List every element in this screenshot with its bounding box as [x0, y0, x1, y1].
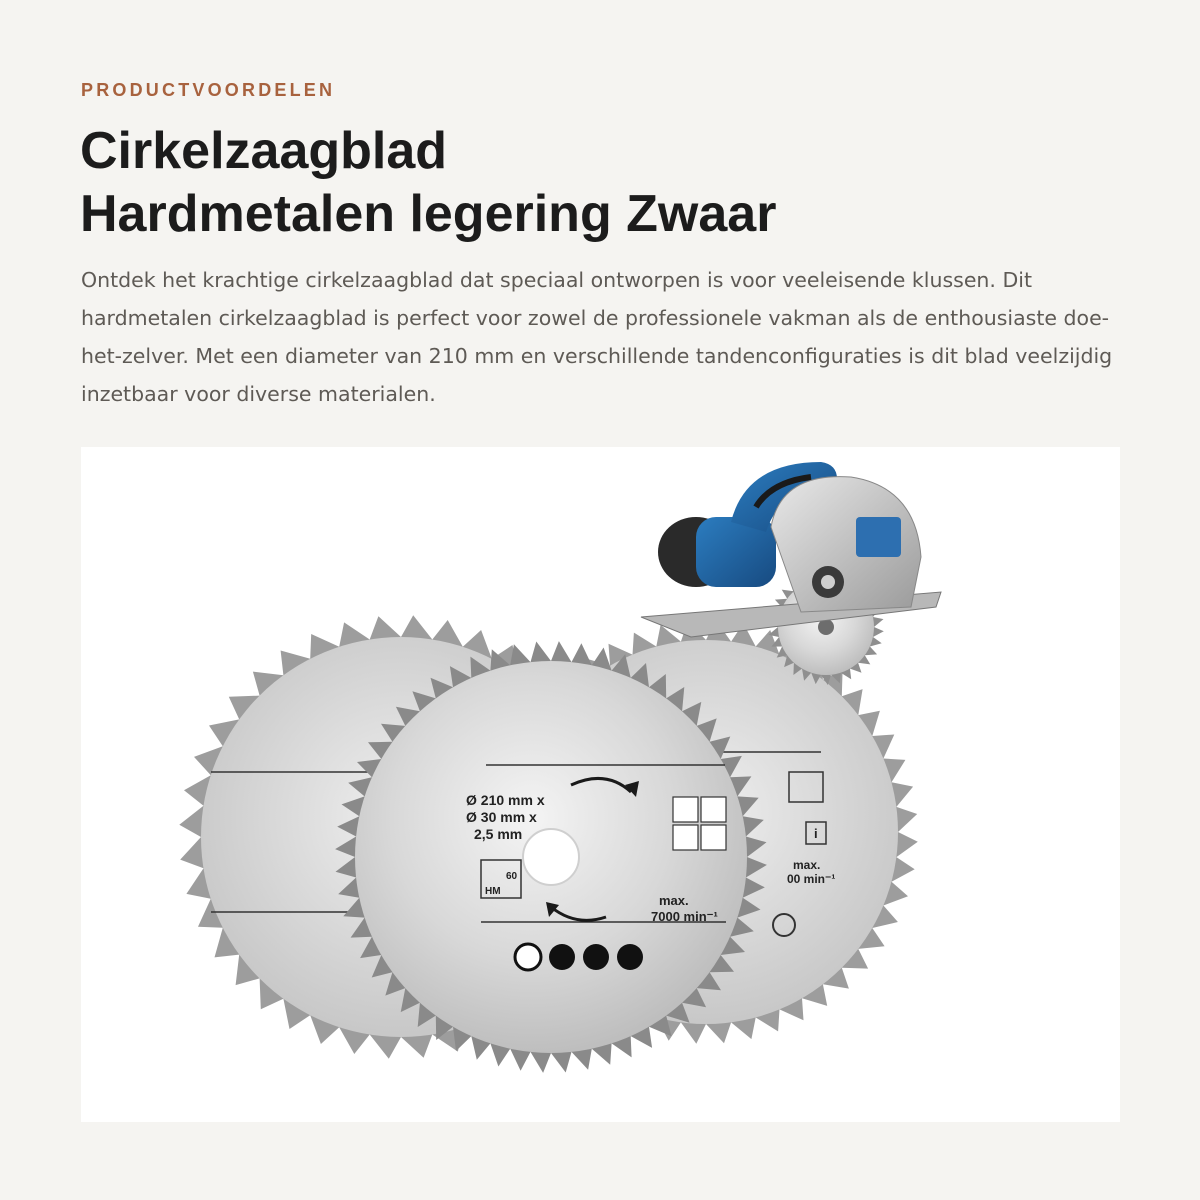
blade-right-speed: 00 min⁻¹	[787, 872, 836, 886]
blade-front-material: HM	[485, 886, 501, 897]
blade-front-max: max.	[659, 893, 689, 908]
blade-front-teeth-count: 60	[506, 871, 518, 882]
blade-front-line3: 2,5 mm	[474, 826, 523, 842]
title-line-2: Hardmetalen legering Zwaar	[80, 185, 777, 243]
blade-front-speed: 7000 min⁻¹	[651, 909, 718, 924]
product-image	[81, 447, 1120, 1122]
page-title	[80, 120, 1130, 246]
blade-right-max: max.	[793, 858, 821, 872]
product-description: Ontdek het krachtige cirkelzaagblad dat speciaal ontworpen is voor veeleisende klussen. Dit hardmetalen cirkelzaagblad is perfect voor zowel de professionele vakman als de enthousiaste doe-het-zelver. Met een diameter van 210 mm en verschillende tandenconfiguraties is dit blad veelzijdig inzetbaar voor diverse materialen.	[81, 268, 1113, 406]
blade-right-info: i	[814, 826, 818, 841]
title-line-1: Cirkelzaagblad	[80, 122, 448, 180]
blade-front-line2: Ø 30 mm x	[466, 809, 537, 825]
section-eyebrow: PRODUCTVOORDELEN	[81, 80, 336, 100]
blade-front-line1: Ø 210 mm x	[466, 792, 545, 808]
